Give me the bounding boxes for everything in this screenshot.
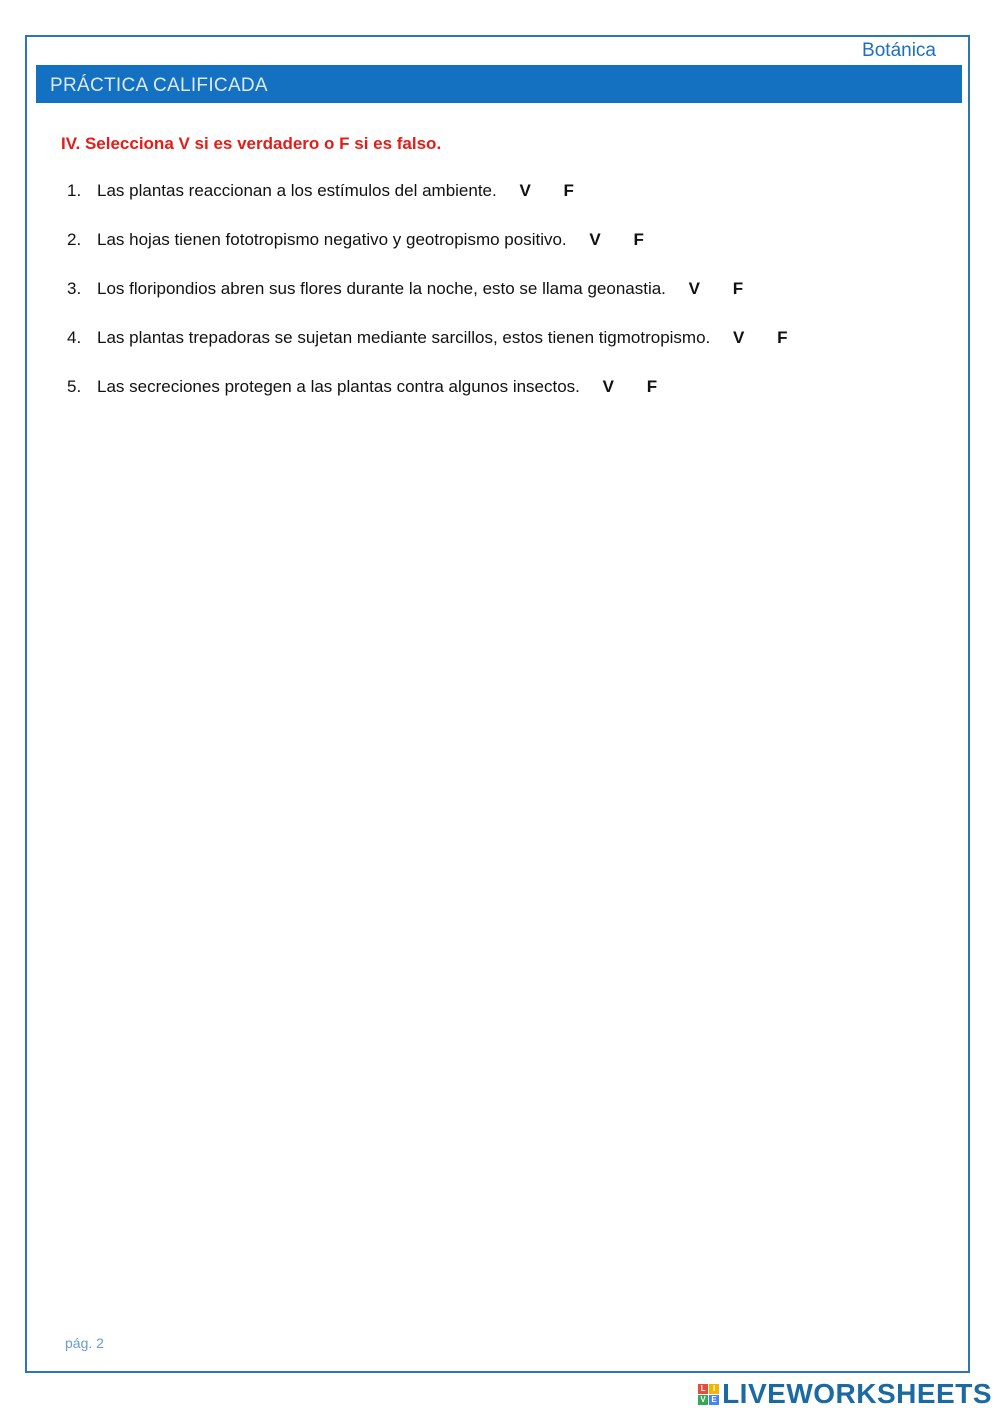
true-option[interactable]: V [602,377,614,396]
true-option[interactable]: V [733,328,745,347]
title-band [36,65,962,103]
logo-letter: E [709,1395,719,1405]
logo-mark-icon [698,1384,719,1405]
question-item [67,328,787,348]
brand-name: LIVEWORKSHEETS [722,1378,992,1409]
question-number: 1. [67,181,82,200]
false-option[interactable]: F [563,181,574,200]
question-number: 3. [67,279,82,298]
question-item [67,230,644,250]
false-option[interactable]: F [633,230,644,249]
false-option[interactable]: F [732,279,744,298]
question-text: Las hojas tienen fototropismo negativo y geotropismo positivo. [97,230,567,249]
question-text: Las secreciones protegen a las plantas contra algunos insectos. [97,377,580,396]
logo-letter: I [709,1384,719,1394]
liveworksheets-logo[interactable] [698,1378,992,1410]
logo-letter: V [698,1395,708,1405]
question-number: 5. [67,377,82,396]
true-option[interactable]: V [688,279,700,298]
question-number: 2. [67,230,82,249]
page-number: pág. 2 [65,1335,104,1351]
section-instruction: IV. Selecciona V si es verdadero o F si es falso. [61,134,442,153]
question-number: 4. [67,328,82,347]
question-text: Las plantas reaccionan a los estímulos del ambiente. [97,181,497,200]
question-item [67,181,574,201]
question-text: Las plantas trepadoras se sujetan mediante sarcillos, estos tienen tigmotropismo. [97,328,711,347]
page-title: PRÁCTICA CALIFICADA [50,75,268,96]
true-option[interactable]: V [519,181,531,200]
question-item [67,279,743,299]
false-option[interactable]: F [777,328,788,347]
subject-label: Botánica [862,40,936,61]
true-option[interactable]: V [589,230,601,249]
false-option[interactable]: F [646,377,658,396]
question-text: Los floripondios abren sus flores durante la noche, esto se llama geonastia. [97,279,666,298]
logo-letter: L [698,1384,708,1394]
question-item [67,377,657,397]
page-frame [25,35,970,1373]
